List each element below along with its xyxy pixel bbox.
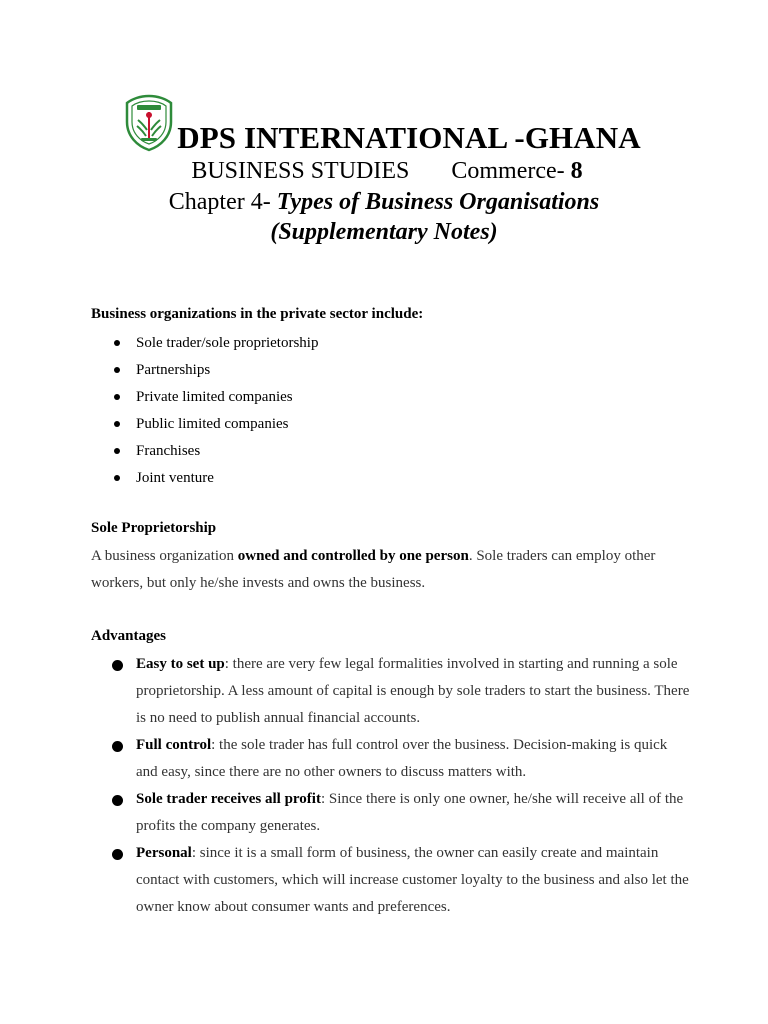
- school-name: DPS INTERNATIONAL -GHANA: [177, 120, 641, 155]
- subject-name: BUSINESS STUDIES: [191, 158, 410, 184]
- advantage-item: Personal: since it is a small form of business, the owner can easily create and maintain contact with customers, which will increase customer loyalty to the business and also let the owner know about consumer wants and preferences.: [91, 840, 691, 921]
- subject-line: [0, 158, 768, 185]
- list-item: Joint venture: [91, 469, 318, 496]
- sole-proprietorship-heading: Sole Proprietorship: [91, 520, 217, 536]
- advantage-item: Sole trader receives all profit: Since there is only one owner, he/she will receive all of the profits the company generates.: [91, 786, 691, 840]
- bullet-icon: [114, 421, 120, 427]
- class-label: Commerce-: [451, 158, 565, 184]
- list-item: Partnerships: [91, 361, 318, 388]
- bullet-icon: [114, 340, 120, 346]
- list-item: Public limited companies: [91, 415, 318, 442]
- advantage-item: Full control: the sole trader has full control over the business. Decision-making is quick and easy, since there are no other owners to discuss matters with.: [91, 732, 691, 786]
- bullet-icon: [114, 367, 120, 373]
- chapter-prefix: Chapter 4-: [168, 189, 271, 215]
- private-sector-list: [91, 334, 318, 496]
- private-sector-heading: Business organizations in the private sector include:: [91, 306, 424, 322]
- bullet-icon: [114, 394, 120, 400]
- advantages-list: [91, 651, 691, 921]
- bullet-icon: [112, 795, 123, 806]
- bullet-icon: [114, 448, 120, 454]
- bullet-icon: [114, 475, 120, 481]
- bullet-icon: [112, 741, 123, 752]
- list-item: Private limited companies: [91, 388, 318, 415]
- chapter-line: [0, 189, 768, 216]
- class-number: 8: [570, 158, 583, 184]
- bullet-icon: [112, 849, 123, 860]
- advantage-item: Easy to set up: there are very few legal formalities involved in starting and running a sole proprietorship. A less amount of capital is enough by sole traders to start the business. There is no need to publish annual financial accounts.: [91, 651, 691, 732]
- chapter-title: Types of Business Organisations: [276, 189, 600, 215]
- advantages-heading: Advantages: [91, 628, 167, 644]
- list-item: Franchises: [91, 442, 318, 469]
- chapter-note: (Supplementary Notes): [270, 219, 498, 245]
- sole-proprietorship-definition: A business organization owned and controlled by one person. Sole traders can employ other workers, but only he/she invests and owns the business.: [91, 548, 656, 591]
- bullet-icon: [112, 660, 123, 671]
- list-item: Sole trader/sole proprietorship: [91, 334, 318, 361]
